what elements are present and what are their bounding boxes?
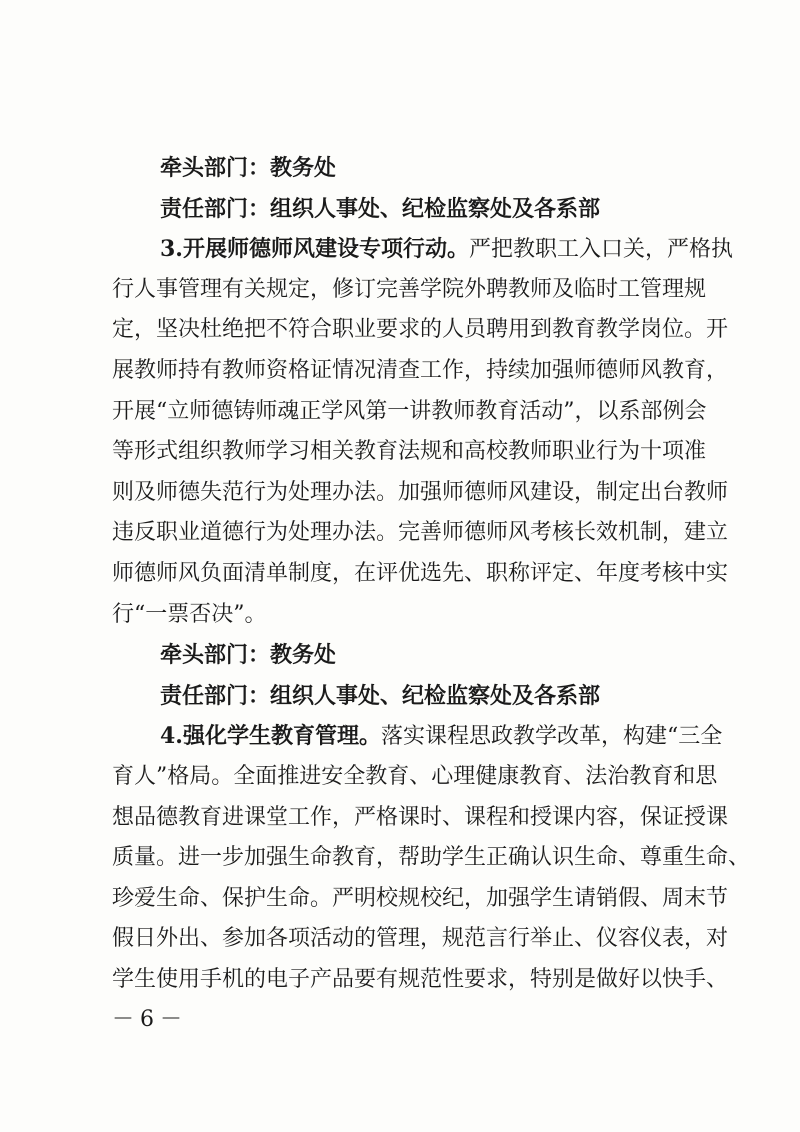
item3-line: 定，坚决杜绝把不符合职业要求的人员聘用到教育教学岗位。开: [112, 317, 729, 343]
item3-first-line: [112, 229, 733, 270]
lead-department-1: 牵头部门：教务处: [160, 155, 337, 181]
item3-last-line: 行“一票否决”。: [112, 601, 267, 627]
item3-line: 师德师风负面清单制度，在评优选先、职称评定、年度考核中实: [112, 560, 729, 586]
item4-first-line: [112, 716, 723, 757]
item4-heading: 4.强化学生教育管理。: [160, 723, 381, 750]
item3-line: 行人事管理有关规定，修订完善学院外聘教师及临时工管理规: [112, 276, 707, 302]
item3-heading: 3.开展师德师风建设专项行动。: [160, 236, 469, 263]
responsible-department-1: 责任部门：组织人事处、纪检监察处及各系部: [160, 195, 601, 222]
item4-line: 育人”格局。全面推进安全教育、心理健康教育、法治教育和思: [112, 763, 718, 789]
item3-line: 违反职业道德行为处理办法。完善师德师风考核长效机制，建立: [112, 520, 729, 546]
item3-line: 等形式组织教师学习相关教育法规和高校教师职业行为十项准: [112, 439, 707, 465]
document-body: [112, 148, 751, 1000]
lead-department-2: 牵头部门：教务处: [160, 642, 337, 669]
item4-line: 珍爱生命、保护生命。严明校规校纪，加强学生请销假、周末节: [112, 885, 729, 911]
item4-line: 质量。进一步加强生命教育，帮助学生正确认识生命、尊重生命、: [112, 845, 751, 871]
page-number: －6－: [112, 1007, 188, 1032]
item4-line: 想品德教育进课堂工作，严格课时、课程和授课内容，保证授课: [112, 804, 729, 830]
item4-first-line-rest: 落实课程思政教学改革，构建“三全: [380, 724, 723, 750]
item3-first-line-rest: 严把教职工入口关，严格执: [468, 237, 733, 263]
item3-line: 则及师德失范行为处理办法。加强师德师风建设，制定出台教师: [112, 479, 729, 505]
item3-line: 开展“立师德铸师魂正学风第一讲教师教育活动”，以系部例会: [112, 398, 707, 424]
item4-line: 假日外出、参加各项活动的管理，规范言行举止、仪容仪表，对: [112, 926, 729, 952]
item3-line: 展教师持有教师资格证情况清查工作，持续加强师德师风教育，: [112, 357, 729, 383]
responsible-department-2: 责任部门：组织人事处、纪检监察处及各系部: [160, 682, 601, 709]
item4-line: 学生使用手机的电子产品要有规范性要求，特别是做好以快手、: [112, 966, 729, 992]
